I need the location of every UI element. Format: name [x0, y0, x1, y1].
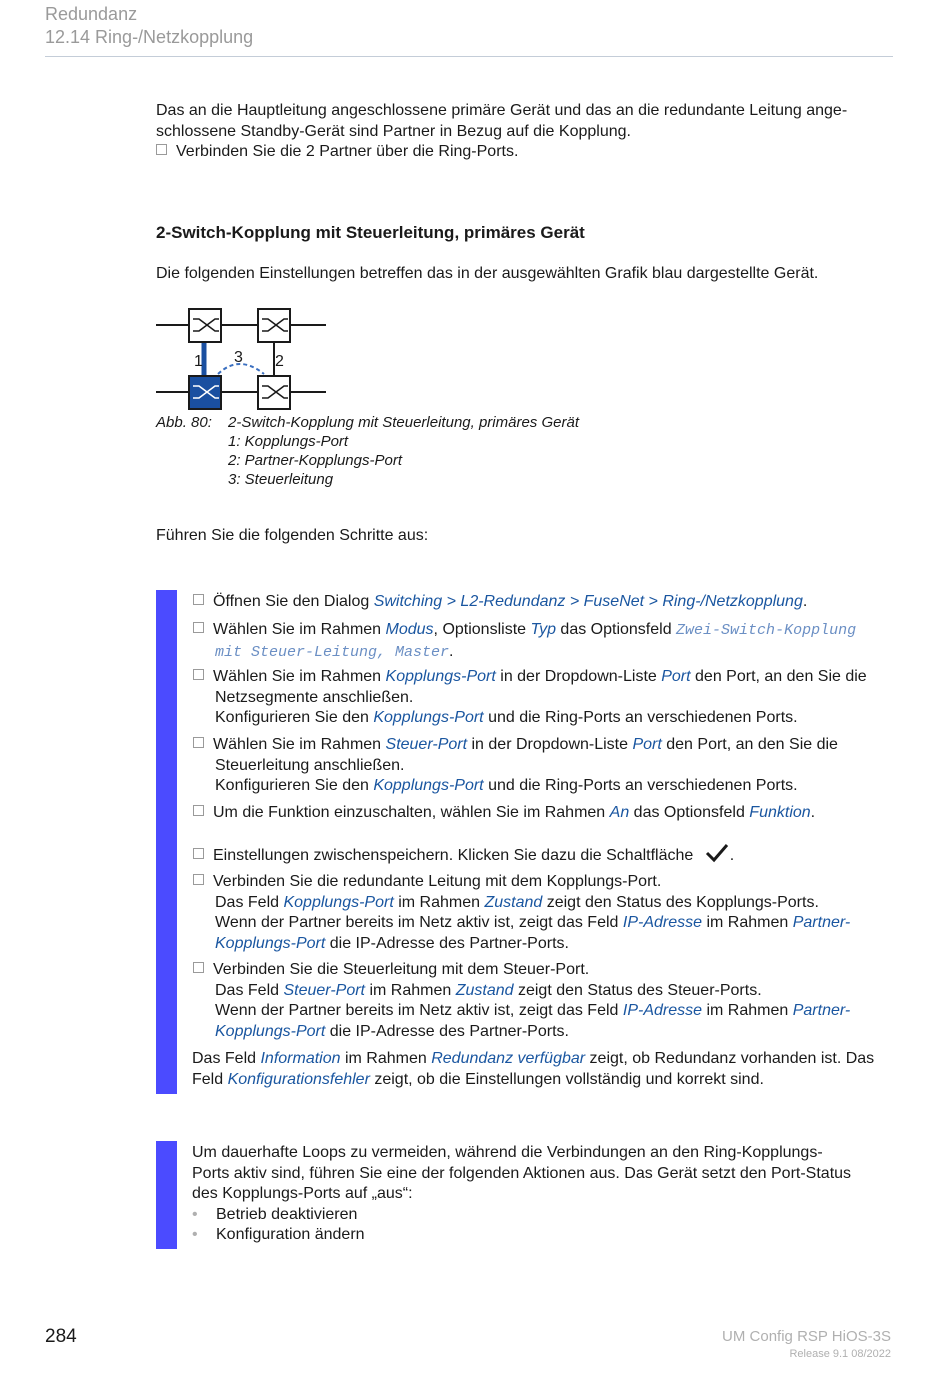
steps-lead: Führen Sie die folgenden Schritte aus:: [156, 527, 429, 544]
step-7: Verbinden Sie die redundante Leitung mit dem Kopplungs-Port. Das Feld Kopplungs-Port im Rahmen Zustand zeigt den Status des Kopplungs-Ports. Wenn der Partner bereits im Netz aktiv ist, zeigt das Feld IP-Adresse im Rahmen Partner- Kopplungs-Port die IP-Adresse des Partner-Ports.: [193, 872, 893, 954]
coupling-diagram: [156, 304, 331, 414]
checkbox-icon: [193, 669, 204, 680]
intro-line-1: Das an die Hauptleitung angeschlossene primäre Gerät und das an die redundante Leitung ange-: [156, 102, 848, 119]
caption-item-1: 1: Kopplungs-Port: [228, 433, 349, 450]
caption-label: Abb. 80:: [156, 414, 212, 431]
step-8: Verbinden Sie die Steuerleitung mit dem Steuer-Port. Das Feld Steuer-Port im Rahmen Zustand zeigt den Status des Steuer-Ports. Wenn der Partner bereits im Netz aktiv ist, zeigt das Feld IP-Adresse im Rahmen Partner- Kopplungs-Port die IP-Adresse des Partner-Ports.: [193, 960, 893, 1042]
intro-paragraph: [156, 101, 896, 163]
step-5: Um die Funktion einzuschalten, wählen Sie im Rahmen An das Optionsfeld Funktion.: [193, 803, 893, 824]
checkbox-icon: [193, 848, 204, 859]
note-paragraph: [192, 1143, 892, 1246]
switch-top-right: [258, 309, 290, 342]
intro-step: Verbinden Sie die 2 Partner über die Ring-Ports.: [176, 143, 519, 160]
info-paragraph: Das Feld Information im Rahmen Redundanz verfügbar zeigt, ob Redundanz vorhanden ist. Das Feld Konfigurationsfehler zeigt, ob die Einstellungen vollständig und korrekt sind.: [192, 1050, 875, 1088]
step-3: Wählen Sie im Rahmen Kopplungs-Port in der Dropdown-Liste Port den Port, an den Sie die Netzsegmente anschließen. Konfigurieren Sie den Kopplungs-Port und die Ring-Ports an verschiedenen Ports.: [193, 667, 893, 729]
caption-item-2: 2: Partner-Kopplungs-Port: [228, 452, 402, 469]
header-chapter: Redundanz: [45, 4, 138, 24]
label-1: 1: [194, 353, 203, 370]
checkbox-icon: [193, 622, 204, 633]
checkbox-icon: [156, 144, 167, 155]
note-line-3: des Kopplungs-Ports auf „aus“:: [192, 1185, 413, 1202]
caption-item-3: 3: Steuerleitung: [228, 471, 334, 488]
note-line-2: Ports aktiv sind, führen Sie eine der folgenden Aktionen aus. Das Gerät setzt den Port-Status: [192, 1164, 852, 1182]
steps-accent-bar: [156, 590, 177, 1094]
note-bullet-1: Betrieb deaktivieren: [216, 1205, 358, 1223]
note-accent-bar: [156, 1141, 177, 1249]
header-section: 12.14 Ring-/Netzkopplung: [45, 27, 254, 47]
section-description: Die folgenden Einstellungen betreffen das in der ausgewählten Grafik blau dargestellte Gerät.: [156, 265, 819, 282]
step-6: Einstellungen zwischenspeichern. Klicken Sie dazu die Schaltfläche .: [193, 842, 893, 867]
bullet-icon: •: [192, 1226, 198, 1243]
step-1: Öffnen Sie den Dialog Switching > L2-Redundanz > FuseNet > Ring-/Netzkopplung.: [193, 592, 893, 613]
note-line-1: Um dauerhafte Loops zu vermeiden, während die Verbindungen an den Ring-Kopplungs-: [192, 1144, 823, 1161]
checkbox-icon: [193, 594, 204, 605]
figure-caption: [156, 413, 579, 489]
section-title: 2-Switch-Kopplung mit Steuerleitung, primäres Gerät: [156, 223, 585, 242]
label-2: 2: [275, 353, 284, 370]
label-3: 3: [234, 349, 243, 366]
note-bullet-2: Konfiguration ändern: [216, 1226, 365, 1243]
switch-top-left: [189, 309, 221, 342]
intro-line-2: schlossene Standby-Gerät sind Partner in Bezug auf die Kopplung.: [156, 122, 631, 140]
checkbox-icon: [193, 962, 204, 973]
checkbox-icon: [193, 805, 204, 816]
step-4: Wählen Sie im Rahmen Steuer-Port in der Dropdown-Liste Port den Port, an den Sie die Steuerleitung anschließen. Konfigurieren Sie den Kopplungs-Port und die Ring-Ports an verschiedenen Ports.: [193, 735, 893, 797]
bullet-icon: •: [192, 1205, 198, 1223]
checkmark-save-icon[interactable]: [704, 842, 730, 864]
step-2: Wählen Sie im Rahmen Modus, Optionsliste Typ das Optionsfeld Zwei-Switch-Kopplung mit Steuer-Leitung, Master.: [193, 620, 893, 663]
switch-primary: [189, 376, 221, 409]
header-divider: [45, 56, 893, 57]
footer-release: Release 9.1 08/2022: [789, 1348, 891, 1360]
page-number: 284: [45, 1326, 77, 1347]
dialog-path-link[interactable]: Switching > L2-Redundanz > FuseNet > Ring-/Netzkopplung: [373, 593, 803, 610]
switch-partner: [258, 376, 290, 409]
checkbox-icon: [193, 874, 204, 885]
checkbox-icon: [193, 737, 204, 748]
caption-title: 2-Switch-Kopplung mit Steuerleitung, primäres Gerät: [228, 414, 579, 431]
footer-doc: UM Config RSP HiOS-3S: [722, 1328, 891, 1345]
